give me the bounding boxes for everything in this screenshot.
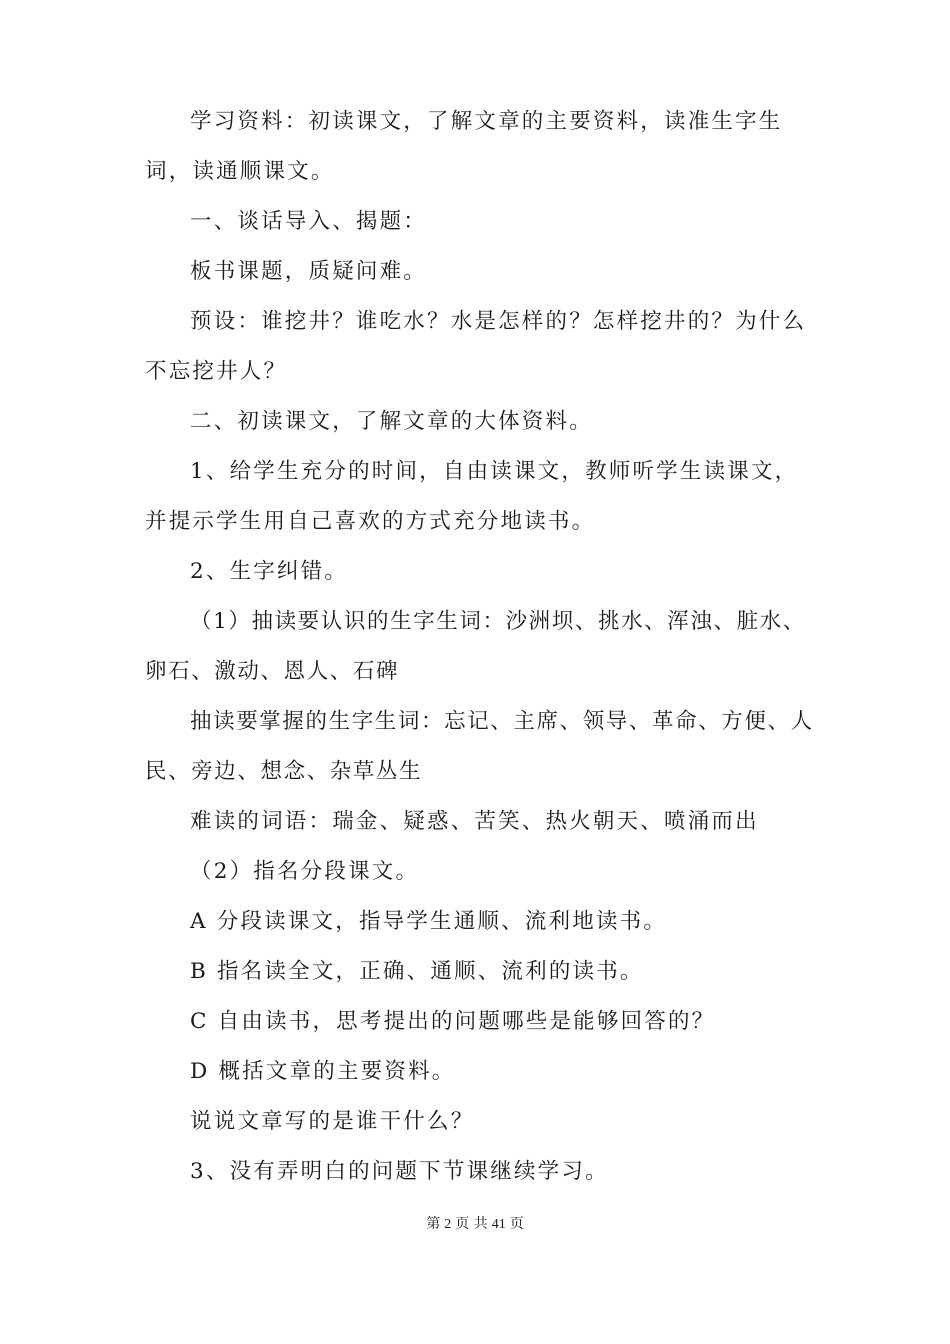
paragraph-step-1: 1、给学生充分的时间，自由读课文，教师听学生读课文，并提示学生用自己喜欢的方式充分地读书。	[145, 459, 799, 534]
document-body	[145, 97, 820, 1197]
heading-section-2: 二、初读课文，了解文章的大体资料。	[190, 409, 593, 434]
footer-prefix: 第	[426, 1216, 441, 1232]
heading-section-1: 一、谈话导入、揭题：	[190, 209, 428, 234]
paragraph-master-words: 抽读要掌握的生字生词：忘记、主席、领导、革命、方便、人民、旁边、想念、杂草丛生	[145, 709, 814, 784]
paragraph-presets: 预设：谁挖井？谁吃水？水是怎样的？怎样挖井的？为什么不忘挖井人？	[145, 309, 807, 384]
paragraph-who-did-what: 说说文章写的是谁干什么？	[190, 1109, 475, 1134]
paragraph-learning-material: 学习资料：初读课文，了解文章的主要资料，读准生字生词，读通顺课文。	[145, 109, 783, 184]
paragraph-named-reading: （2）指名分段课文。	[190, 859, 420, 884]
list-item-a: A 分段读课文，指导学生通顺、流利地读书。	[190, 909, 668, 934]
list-item-b: B 指名读全文，正确、通顺、流利的读书。	[190, 959, 644, 984]
footer-total-pages: 41	[491, 1217, 506, 1232]
paragraph-step-3: 3、没有弄明白的问题下节课继续学习。	[190, 1159, 609, 1184]
list-item-c: C 自由读书，思考提出的问题哪些是能够回答的？	[190, 1009, 716, 1034]
paragraph-board-title: 板书课题，质疑问难。	[190, 259, 428, 284]
list-item-d: D 概括文章的主要资料。	[190, 1059, 456, 1084]
footer-page-number: 2	[444, 1217, 452, 1232]
footer-suffix: 页	[509, 1216, 524, 1232]
page-footer	[0, 1213, 950, 1233]
paragraph-step-2: 2、生字纠错。	[190, 559, 349, 584]
footer-middle: 页 共	[455, 1216, 488, 1232]
paragraph-difficult-words: 难读的词语：瑞金、疑惑、苦笑、热火朝天、喷涌而出	[190, 809, 759, 834]
paragraph-recognize-words: （1）抽读要认识的生字生词：沙洲坝、挑水、浑浊、脏水、卵石、激动、恩人、石碑	[145, 609, 806, 684]
